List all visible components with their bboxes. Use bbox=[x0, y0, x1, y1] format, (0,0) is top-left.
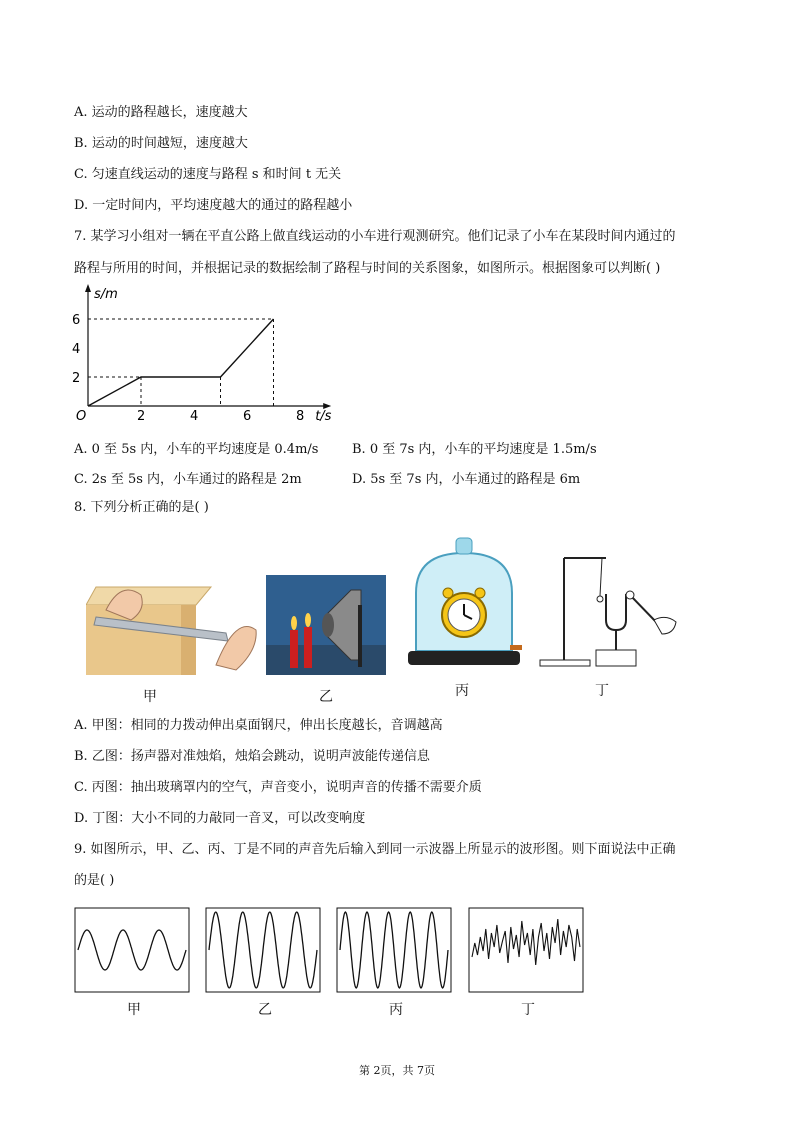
q6-option-c: C. 匀速直线运动的速度与路程 s 和时间 t 无关 bbox=[74, 167, 342, 182]
q9-caption-yi: 乙 bbox=[258, 1002, 272, 1018]
q8-option-b: B. 乙图：扬声器对准烛焰，烛焰会跳动，说明声波能传递信息 bbox=[74, 749, 430, 764]
figure-bell-jar-clock bbox=[406, 533, 522, 673]
q8-option-a: A. 甲图：相同的力拨动伸出桌面钢尺，伸出长度越长，音调越高 bbox=[74, 718, 443, 733]
y-axis-label: s/m bbox=[94, 287, 118, 302]
x-tick-label-6: 6 bbox=[243, 409, 252, 424]
y-tick-label-6: 6 bbox=[72, 313, 81, 328]
q9-caption-ding: 丁 bbox=[521, 1002, 535, 1018]
x-tick-label-8: 8 bbox=[296, 409, 305, 424]
q6-option-b: B. 运动的时间越短，速度越大 bbox=[74, 136, 248, 151]
x-axis-label: t/s bbox=[315, 409, 332, 424]
distance-series-line bbox=[88, 319, 274, 406]
distance-time-graph bbox=[60, 282, 360, 432]
q6-option-a: A. 运动的路程越长，速度越大 bbox=[74, 105, 248, 120]
waveform-jia bbox=[74, 907, 192, 993]
x-tick-label-2: 2 bbox=[137, 409, 146, 424]
q6-option-d: D. 一定时间内，平均速度越大的通过的路程越小 bbox=[74, 198, 353, 213]
q8-caption-yi: 乙 bbox=[319, 689, 333, 705]
q9-caption-jia: 甲 bbox=[127, 1002, 141, 1018]
y-tick-label-4: 4 bbox=[72, 342, 81, 357]
page-footer: 第 2页，共 7页 bbox=[359, 1064, 435, 1077]
q7-option-c: C. 2s 至 5s 内，小车通过的路程是 2m bbox=[74, 472, 302, 487]
figure-speaker-candles bbox=[266, 575, 386, 675]
waveform-ding bbox=[468, 907, 586, 993]
q8-option-d: D. 丁图：大小不同的力敲同一音叉，可以改变响度 bbox=[74, 811, 366, 826]
q8-caption-jia: 甲 bbox=[143, 689, 157, 705]
q7-option-d: D. 5s 至 7s 内，小车通过的路程是 6m bbox=[352, 472, 581, 487]
q9-stem-line1: 9. 如图所示，甲、乙、丙、丁是不同的声音先后输入到同一示波器上所显示的波形图。则下面说法中正确 bbox=[74, 842, 676, 857]
q9-stem-line2: 的是( ) bbox=[74, 873, 115, 888]
figure-ruler-on-desk bbox=[86, 575, 266, 675]
q8-caption-bing: 丙 bbox=[455, 683, 469, 699]
waveform-bing bbox=[336, 907, 454, 993]
waveform-yi bbox=[205, 907, 323, 993]
figure-tuning-fork-pendulum bbox=[538, 550, 680, 670]
y-tick-label-2: 2 bbox=[72, 371, 81, 386]
q7-stem-line1: 7. 某学习小组对一辆在平直公路上做直线运动的小车进行观测研究。他们记录了小车在某段时间内通过的 bbox=[74, 229, 676, 244]
origin-label: O bbox=[76, 409, 87, 424]
q8-caption-ding: 丁 bbox=[595, 683, 609, 699]
q7-option-a: A. 0 至 5s 内，小车的平均速度是 0.4m/s bbox=[74, 442, 319, 457]
y-axis-arrow bbox=[85, 284, 91, 292]
q7-stem-line2: 路程与所用的时间，并根据记录的数据绘制了路程与时间的关系图象，如图所示。根据图象可以判断( ) bbox=[74, 261, 661, 276]
q8-option-c: C. 丙图：抽出玻璃罩内的空气，声音变小，说明声音的传播不需要介质 bbox=[74, 780, 482, 795]
x-tick-label-4: 4 bbox=[190, 409, 199, 424]
q8-stem: 8. 下列分析正确的是( ) bbox=[74, 500, 209, 515]
q7-option-b: B. 0 至 7s 内，小车的平均速度是 1.5m/s bbox=[352, 442, 597, 457]
q9-caption-bing: 丙 bbox=[389, 1002, 403, 1018]
